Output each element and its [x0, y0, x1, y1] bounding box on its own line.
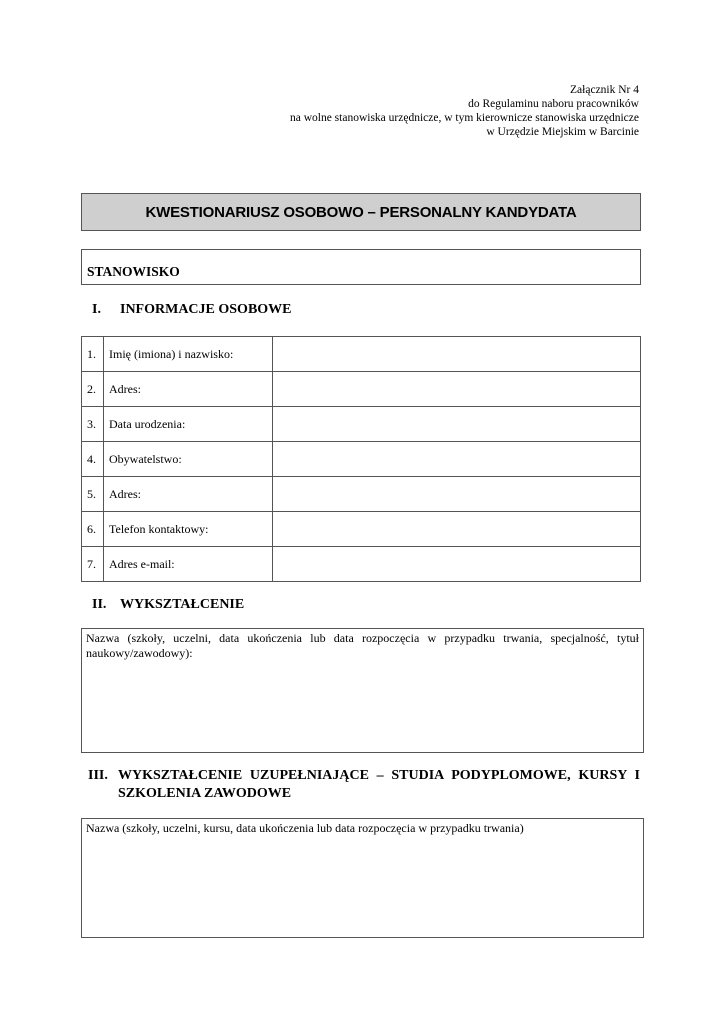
- row-number: 5.: [82, 477, 104, 512]
- birth-date-input-cell[interactable]: [273, 407, 641, 442]
- row-label: Telefon kontaktowy:: [104, 512, 273, 547]
- row-label: Adres e-mail:: [104, 547, 273, 582]
- email-input-cell[interactable]: [273, 547, 641, 582]
- row-label: Adres:: [104, 372, 273, 407]
- section-1-number: I.: [92, 302, 101, 317]
- phone-input-cell[interactable]: [273, 512, 641, 547]
- table-row: [82, 547, 641, 582]
- annex-line-3: na wolne stanowiska urzędnicze, w tym kierownicze stanowiska urzędnicze: [289, 112, 639, 124]
- name-input-cell[interactable]: [273, 337, 641, 372]
- row-label: Data urodzenia:: [104, 407, 273, 442]
- section-3-number: III.: [88, 768, 108, 783]
- row-number: 2.: [82, 372, 104, 407]
- section-2-number: II.: [92, 597, 107, 612]
- form-title: KWESTIONARIUSZ OSOBOWO – PERSONALNY KANDYDATA: [145, 203, 577, 221]
- annex-header: [290, 83, 639, 139]
- section-1-title: INFORMACJE OSOBOWE: [120, 302, 292, 317]
- annex-line-2: do Regulaminu naboru pracowników: [468, 98, 639, 110]
- row-label: Adres:: [104, 477, 273, 512]
- position-label: STANOWISKO: [87, 264, 180, 279]
- row-number: 7.: [82, 547, 104, 582]
- table-row: [82, 337, 641, 372]
- section-3-heading: [88, 767, 640, 803]
- annex-number: Załącznik Nr 4: [570, 84, 639, 96]
- row-number: 3.: [82, 407, 104, 442]
- address-input-cell[interactable]: [273, 372, 641, 407]
- table-row: [82, 442, 641, 477]
- section-3-title: WYKSZTAŁCENIE UZUPEŁNIAJĄCE – STUDIA PODYPLOMOWE, KURSY I SZKOLENIA ZAWODOWE: [118, 768, 640, 801]
- education-field[interactable]: [81, 628, 644, 753]
- address-2-input-cell[interactable]: [273, 477, 641, 512]
- section-2-title: WYKSZTAŁCENIE: [120, 597, 245, 612]
- citizenship-input-cell[interactable]: [273, 442, 641, 477]
- section-2-heading: [92, 597, 244, 613]
- section-1-heading: [92, 302, 292, 318]
- row-number: 1.: [82, 337, 104, 372]
- row-number: 6.: [82, 512, 104, 547]
- table-row: [82, 512, 641, 547]
- form-title-box: [81, 193, 641, 231]
- position-field[interactable]: [81, 249, 641, 285]
- annex-line-4: w Urzędzie Miejskim w Barcinie: [486, 126, 639, 138]
- additional-education-field[interactable]: [81, 818, 644, 938]
- row-number: 4.: [82, 442, 104, 477]
- education-field-label: Nazwa (szkoły, uczelni, data ukończenia lub data rozpoczęcia w przypadku trwania, specjalność, tytuł naukowy/zawodowy):: [86, 631, 639, 660]
- personal-info-table: [81, 336, 641, 582]
- table-row: [82, 477, 641, 512]
- additional-education-field-label: Nazwa (szkoły, uczelni, kursu, data ukończenia lub data rozpoczęcia w przypadku trwania): [86, 821, 524, 835]
- table-row: [82, 372, 641, 407]
- row-label: Obywatelstwo:: [104, 442, 273, 477]
- row-label: Imię (imiona) i nazwisko:: [104, 337, 273, 372]
- table-row: [82, 407, 641, 442]
